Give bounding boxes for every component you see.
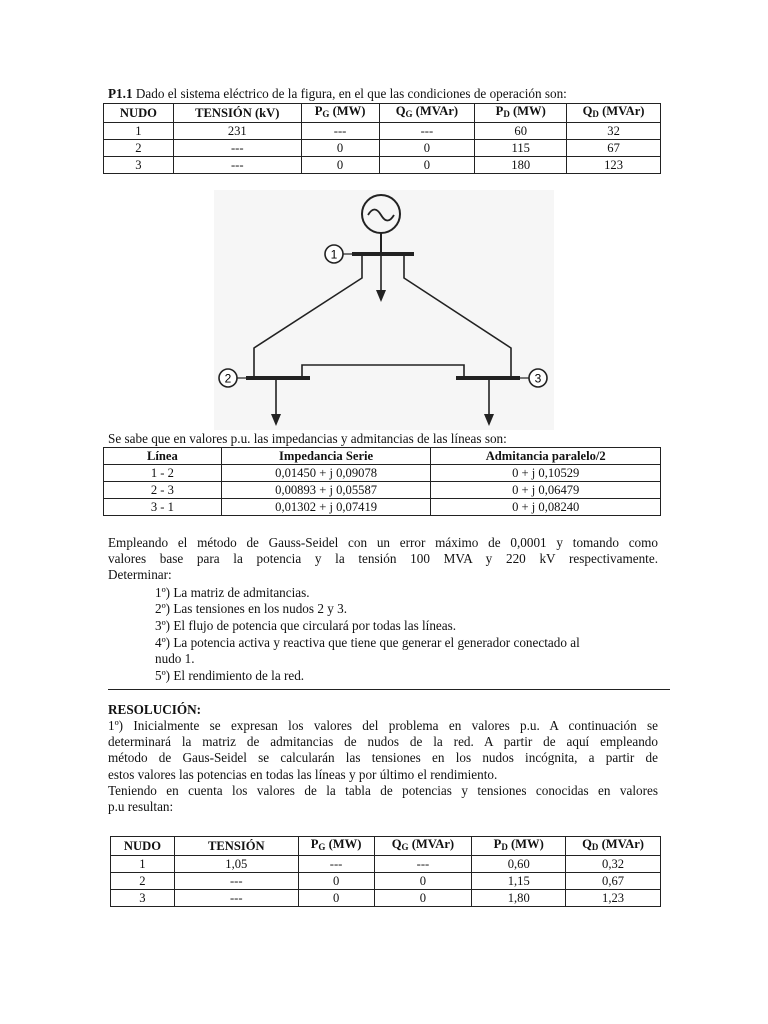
table-cell: 2 <box>111 873 175 890</box>
table-cell: 3 - 1 <box>104 499 222 516</box>
table-cell: --- <box>301 123 379 140</box>
paragraph-line: determinará la matriz de admitancias de nudos de la red. A partir de aquí empleando <box>108 734 658 750</box>
table-cell: 2 <box>104 140 174 157</box>
section-divider <box>108 689 670 690</box>
line-impedances-table <box>103 447 661 516</box>
table-cell: 60 <box>475 123 567 140</box>
table-row <box>104 499 661 516</box>
table-cell: 67 <box>567 140 661 157</box>
table-cell: 0,67 <box>566 873 661 890</box>
table-cell: --- <box>379 123 475 140</box>
load-2-arrow-icon <box>271 414 281 426</box>
paragraph-line: Determinar: <box>108 567 172 583</box>
col-header-qd: $Q_D$ (MVAr) <box>566 837 661 856</box>
col-header-nudo: NUDO <box>104 104 174 123</box>
node-3-label: 3 <box>534 371 542 386</box>
table-cell: 1,05 <box>174 856 298 873</box>
task-item: 5º) El rendimiento de la red. <box>155 668 305 683</box>
table-cell: 2 - 3 <box>104 482 222 499</box>
col-header-tension: TENSIÓN (kV) <box>173 104 301 123</box>
problem-statement <box>108 86 567 102</box>
paragraph-line: 1º) Inicialmente se expresan los valores del problema en valores p.u. A continuación se <box>108 718 658 733</box>
line-2-3 <box>302 365 464 378</box>
col-header-tension: TENSIÓN <box>174 837 298 856</box>
load-3-arrow-icon <box>484 414 494 426</box>
col-header-nudo: NUDO <box>111 837 175 856</box>
table-cell: 1 - 2 <box>104 465 222 482</box>
resolution-paragraph-1 <box>108 718 658 815</box>
col-header-pg: $P_G$ (MW) <box>298 837 374 856</box>
task-item: 3º) El flujo de potencia que circulará por todas las líneas. <box>155 618 457 633</box>
problem-label: P1.1 <box>108 86 133 101</box>
table-row <box>104 123 661 140</box>
paragraph-line: método de Gaus-Seidel se calcularán las tensiones en los nudos incógnita, a partir de <box>108 750 658 766</box>
line-1-3 <box>404 254 511 378</box>
table-cell: 3 <box>104 157 174 174</box>
col-header-pd: $P_D$ (MW) <box>475 104 567 123</box>
task-item: nudo 1. <box>155 651 195 666</box>
table-cell: 231 <box>173 123 301 140</box>
table-cell: --- <box>174 890 298 907</box>
node-2-label: 2 <box>224 371 232 386</box>
task-item: 4º) La potencia activa y reactiva que tiene que generar el generador conectado al <box>155 635 580 650</box>
method-paragraph <box>108 535 658 584</box>
col-header-pg: $P_G$ (MW) <box>301 104 379 123</box>
table-cell: 0,00893 + j 0,05587 <box>221 482 431 499</box>
line-1-2 <box>254 254 362 378</box>
table-cell: 0 <box>374 873 472 890</box>
paragraph-line: valores base para la potencia y la tensión 100 MVA y 220 kV respectivamente. <box>108 551 658 567</box>
table-cell: 123 <box>567 157 661 174</box>
table-cell: --- <box>174 873 298 890</box>
table-cell: 0 <box>374 890 472 907</box>
table-cell: 1 <box>111 856 175 873</box>
problem-intro: Dado el sistema eléctrico de la figura, en el que las condiciones de operación son: <box>135 86 567 101</box>
table-cell: --- <box>173 140 301 157</box>
table-cell: 0 <box>379 140 475 157</box>
table-cell: 0 <box>298 873 374 890</box>
table-cell: 0 <box>379 157 475 174</box>
table-cell: 3 <box>111 890 175 907</box>
col-header-qd: $Q_D$ (MVAr) <box>567 104 661 123</box>
sine-wave-icon <box>368 210 394 221</box>
table-cell: 180 <box>475 157 567 174</box>
table-cell: 0 <box>301 157 379 174</box>
power-system-diagram <box>214 190 554 430</box>
paragraph-line: Teniendo en cuenta los valores de la tabla de potencias y tensiones conocidas en valores <box>108 782 658 798</box>
table-cell: --- <box>298 856 374 873</box>
table-cell: 0 + j 0,10529 <box>431 465 661 482</box>
table-cell: 0,01302 + j 0,07419 <box>221 499 431 516</box>
table-cell: 115 <box>475 140 567 157</box>
table-cell: --- <box>173 157 301 174</box>
col-header-qg: $Q_G$ (MVAr) <box>379 104 475 123</box>
task-item: 1º) La matriz de admitancias. <box>155 585 310 600</box>
paragraph-line: p.u resultan: <box>108 799 174 815</box>
table-cell: 0,60 <box>472 856 566 873</box>
table-row <box>104 465 661 482</box>
table-row <box>111 873 661 890</box>
table-cell: 0 + j 0,06479 <box>431 482 661 499</box>
table-cell: 0 <box>301 140 379 157</box>
col-header-impedancia: Impedancia Serie <box>221 448 431 465</box>
table-cell: 0,01450 + j 0,09078 <box>221 465 431 482</box>
table-cell: 0 <box>298 890 374 907</box>
table-cell: 1,15 <box>472 873 566 890</box>
col-header-admitancia: Admitancia paralelo/2 <box>431 448 661 465</box>
task-item: 2º) Las tensiones en los nudos 2 y 3. <box>155 601 347 616</box>
table-row <box>111 856 661 873</box>
table-cell: 32 <box>567 123 661 140</box>
col-header-pd: $P_D$ (MW) <box>472 837 566 856</box>
load-1-arrow-icon <box>376 290 386 302</box>
table-row <box>104 140 661 157</box>
col-header-linea: Línea <box>104 448 222 465</box>
table-header-row <box>104 104 661 123</box>
table-row <box>111 890 661 907</box>
lines-intro: Se sabe que en valores p.u. las impedancias y admitancias de las líneas son: <box>108 431 507 446</box>
table-row <box>104 482 661 499</box>
table-cell: --- <box>374 856 472 873</box>
table-cell: 0,32 <box>566 856 661 873</box>
paragraph-line: estos valores las potencias en todas las líneas y por último el rendimiento. <box>108 766 498 782</box>
operating-conditions-table <box>103 103 661 174</box>
table-cell: 1,23 <box>566 890 661 907</box>
table-cell: 1,80 <box>472 890 566 907</box>
pu-values-table <box>110 836 661 907</box>
col-header-qg: $Q_G$ (MVAr) <box>374 837 472 856</box>
resolution-title: RESOLUCIÓN: <box>108 702 202 717</box>
node-1-label: 1 <box>330 247 338 262</box>
paragraph-line: Empleando el método de Gauss-Seidel con un error máximo de 0,0001 y tomando como <box>108 535 658 550</box>
table-row <box>104 157 661 174</box>
table-cell: 1 <box>104 123 174 140</box>
table-header-row <box>104 448 661 465</box>
table-cell: 0 + j 0,08240 <box>431 499 661 516</box>
table-header-row <box>111 837 661 856</box>
